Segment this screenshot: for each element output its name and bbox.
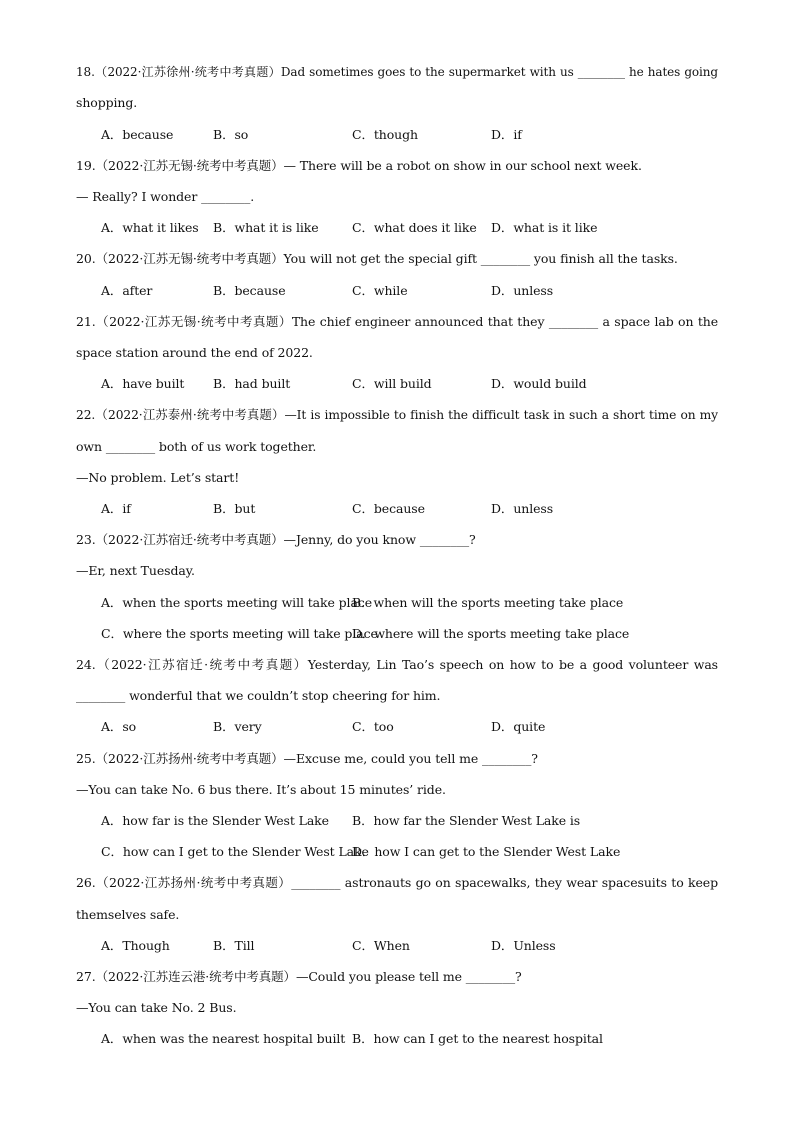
q25-option-a: A．how far is the Slender West Lake [101,813,329,828]
q21-option-b: B．had built [213,376,291,391]
q21-option-c: C．will build [352,376,432,391]
q20-option-d: D．unless [491,283,554,298]
q26-option-c: C．When [352,938,410,953]
question-18-stem-cont: shopping. [76,95,138,110]
question-27-stem: 27.（2022·江苏连云港·统考中考真题）—Could you please tell me ________? [76,969,522,984]
q26-option-d: D．Unless [491,938,556,953]
question-24-stem-cont: ________ wonderful that we couldn’t stop cheering for him. [76,688,441,703]
q24-option-a: A．so [101,719,137,734]
q25-option-d: D．how I can get to the Slender West Lake [352,844,621,859]
q18-option-a: A．because [101,127,174,142]
q24-option-d: D．quite [491,719,546,734]
q22-option-d: D．unless [491,501,554,516]
q19-option-d: D．what is it like [491,220,598,235]
q26-option-a: A．Though [101,938,170,953]
q22-option-b: B．but [213,501,256,516]
q23-option-d: D．where will the sports meeting take place [352,626,630,641]
question-23-reply: —Er, next Tuesday. [76,563,195,578]
q19-option-c: C．what does it like [352,220,477,235]
q21-option-a: A．have built [101,376,185,391]
q20-option-c: C．while [352,283,408,298]
question-22-stem: 22.（2022·江苏泰州·统考中考真题）—It is impossible to finish the difficult task in such a short time on my [76,408,718,422]
question-21-stem: 21.（2022·江苏无锡·统考中考真题）The chief engineer announced that they ________ a space lab on the [76,314,718,329]
question-27-reply: —You can take No. 2 Bus. [76,1000,237,1015]
q24-option-c: C．too [352,719,394,734]
question-22-stem-cont: own ________ both of us work together. [76,439,317,454]
q18-option-c: C．though [352,127,418,142]
q24-option-b: B．very [213,719,262,734]
question-24-stem: 24.（2022·江苏宿迁·统考中考真题）Yesterday, Lin Tao’s speech on how to be a good volunteer was [76,657,718,672]
q22-option-a: A．if [101,501,131,516]
question-21-stem-cont: space station around the end of 2022. [76,345,313,360]
q27-option-a: A．when was the nearest hospital built [101,1031,346,1046]
q23-option-c: C．where the sports meeting will take place [101,626,378,641]
q21-option-d: D．would build [491,376,587,391]
q19-option-a: A．what it likes [101,220,199,235]
q20-option-b: B．because [213,283,286,298]
question-25-reply: —You can take No. 6 bus there. It’s about 15 minutes’ ride. [76,782,446,797]
q27-option-b: B．how can I get to the nearest hospital [352,1031,603,1046]
q18-option-b: B．so [213,127,249,142]
question-26-stem: 26.（2022·江苏扬州·统考中考真题）________ astronauts go on spacewalks, they wear spacesuits to keep [76,875,718,890]
question-19-reply: — Really? I wonder ________. [76,189,255,204]
question-26-stem-cont: themselves safe. [76,907,180,922]
q25-option-b: B．how far the Slender West Lake is [352,813,581,828]
q19-option-b: B．what it is like [213,220,319,235]
q23-option-a: A．when the sports meeting will take place [101,595,373,610]
q18-option-d: D．if [491,127,522,142]
question-20-stem: 20.（2022·江苏无锡·统考中考真题）You will not get the special gift ________ you finish all the tasks. [76,251,678,266]
q26-option-b: B．Till [213,938,255,953]
question-19-stem: 19.（2022·江苏无锡·统考中考真题）— There will be a robot on show in our school next week. [76,158,642,173]
question-18-stem: 18.（2022·江苏徐州·统考中考真题）Dad sometimes goes to the supermarket with us ________ he hates going [76,65,718,79]
question-25-stem: 25.（2022·江苏扬州·统考中考真题）—Excuse me, could you tell me ________? [76,751,538,766]
q23-option-b: B．when will the sports meeting take place [352,595,624,610]
q20-option-a: A．after [101,283,153,298]
q25-option-c: C．how can I get to the Slender West Lake [101,844,369,859]
q22-option-c: C．because [352,501,425,516]
question-23-stem: 23.（2022·江苏宿迁·统考中考真题）—Jenny, do you know ________? [76,532,476,547]
question-22-reply: —No problem. Let’s start! [76,470,240,485]
